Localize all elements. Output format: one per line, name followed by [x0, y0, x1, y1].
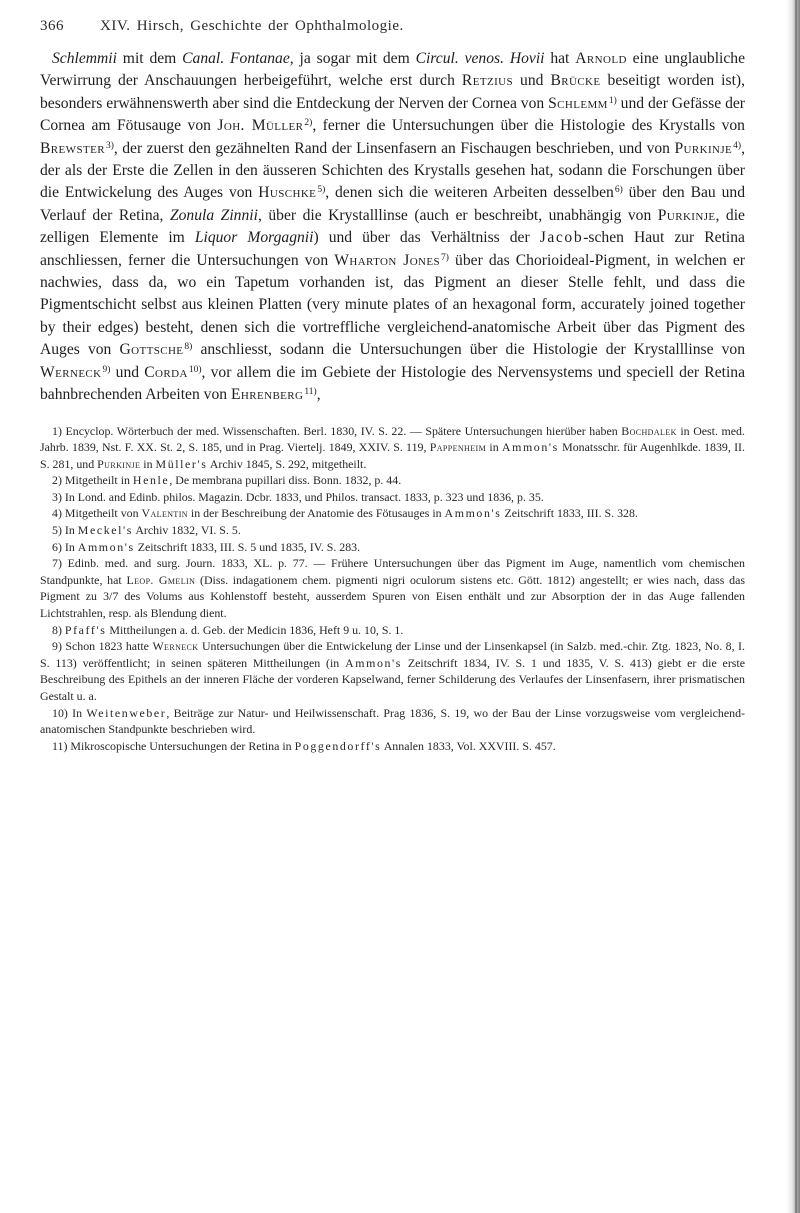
body-text: und: [513, 72, 551, 90]
footnote: [40, 489, 745, 506]
footnote-spaced: Ammon's: [77, 539, 135, 554]
body-text: eine unglaubliche Verwirrung der Anschauungen herbeigeführt, welche erst durch: [40, 50, 745, 90]
footnote: [40, 472, 745, 489]
footnote-text: 5) In: [52, 523, 78, 538]
footnote-text: 11) Mikroscopische Untersuchungen der Retina in: [52, 738, 295, 753]
footnote-text: , De membrana pupillari diss. Bonn. 1832, p. 44.: [169, 473, 402, 488]
footnote-name: Leop. Gmelin: [126, 572, 196, 587]
footnote-text: Zeitschrift 1834, IV. S. 1 und 1835, V. S. 413) giebt er die erste Beschreibung des Epithels an der inneren Fläche der vorderen Kapselwand, ferner Schilderung des Verlaufes der Linsenfasern, ihrer prismatischen Gestalt u. a.: [40, 655, 745, 703]
footnote-text: in der Beschreibung der Anatomie des Fötusauges in: [187, 506, 445, 521]
body-text: , ja sogar mit dem: [289, 50, 416, 67]
body-name: Ehrenberg: [230, 386, 304, 404]
body-text: ) und über das Verhältniss der: [313, 229, 540, 247]
body-name: Huschke: [258, 184, 317, 202]
body-text: , der als der Erste die Zellen in den äusseren Schichten des Krystalls gesehen hat, sodann die Forschungen über die Entwickelung des Auges von: [40, 139, 745, 202]
body-text: , über die Krystalllinse (auch er beschreibt, unabhängig von: [257, 206, 658, 224]
footnote-spaced: Pfaff's: [64, 622, 107, 637]
footnote-marker: 3): [105, 140, 114, 151]
footnote-text: Zeitschrift 1833, III. S. 5 und 1835, IV. S. 283.: [134, 539, 361, 554]
body-text: , ferner die Untersuchungen über die Histologie des Krystalls von: [312, 117, 745, 135]
footnote-name: Bochdalek: [621, 423, 677, 438]
footnote-text: 4) Mitgetheilt von: [52, 506, 142, 521]
footnote-name: Valentin: [141, 506, 188, 521]
footnote-name: Werneck: [152, 639, 199, 654]
footnote-spaced: Ammon's: [501, 440, 559, 455]
body-name: Joh. Müller: [217, 117, 304, 135]
body-name: Werneck: [40, 363, 102, 381]
footnote: [40, 622, 745, 639]
footnote-text: in: [140, 456, 156, 471]
footnote-text: Mittheilungen a. d. Geb. der Medicin 1836, Heft 9 u. 10, S. 1.: [106, 622, 404, 637]
body-italic: Canal. Fontanae: [182, 50, 290, 67]
footnote-marker: 10): [188, 364, 202, 375]
body-text: über den Bau und Verlauf der Retina,: [40, 184, 745, 224]
footnote-spaced: Ammon's: [345, 655, 403, 670]
body-text: , denen sich die weiteren Arbeiten desselben: [325, 184, 614, 202]
footnote-text: 9) Schon 1823 hatte: [52, 639, 153, 654]
body-text: über das Chorioideal-Pigment, in welchen er nachwies, dass da, wo ein Tapetum vorhanden ist, das Pigment an dieser Stelle fehlt, und dass die Pigmentschicht selbst aus kleinen Platten (very minute plates of an hexagonal form, accurately joined together by their edges) besteht, denen sich die vortreffliche vergleichend-anatomische Arbeit über das Pigment des Auges von: [40, 251, 745, 359]
footnote-spaced: Meckel's: [77, 523, 133, 538]
page-edge-shadow: [786, 0, 800, 1213]
footnote-text: Annalen 1833, Vol. XXVIII. S. 457.: [381, 738, 556, 753]
body-text: beseitigt worden ist), besonders erwähnenswerth aber sind die Entdeckung der Nerven der Cornea von: [40, 72, 746, 112]
footnote-marker: 11): [304, 387, 317, 398]
footnote-text: 2) Mitgetheilt in: [52, 473, 133, 488]
footnote-text: 3) In Lond. and Edinb. philos. Magazin. Dcbr. 1833, und Philos. transact. 1833, p. 323 und 1836, p. 35.: [52, 489, 544, 504]
footnote-text: 6) In: [52, 539, 78, 554]
footnote-text: in: [486, 440, 502, 455]
footnote-marker: 9): [102, 364, 111, 375]
body-italic: Circul. venos. Hovii: [415, 50, 545, 67]
footnotes: [40, 423, 745, 755]
running-header: [40, 8, 745, 48]
footnote-text: , Beiträge zur Natur- und Heilwissenschaft. Prag 1836, S. 19, wo der Bau der Linse vorzugsweise vom vergleichend-anatomischen Standpunkte beschrieben wird.: [40, 705, 746, 737]
body-text: ,: [316, 386, 321, 404]
body-italic: Liquor Morgagnii: [194, 229, 314, 247]
page-number: 366: [40, 18, 64, 34]
footnote: [40, 423, 745, 473]
footnote-marker: 1): [608, 95, 617, 106]
body-text: und: [110, 363, 145, 381]
body-text: hat: [544, 50, 576, 67]
running-title: XIV. Hirsch, Geschichte der Ophthalmologie.: [100, 18, 404, 34]
body-text: und der Gefässe der Cornea am Fötusauge von: [40, 94, 745, 135]
footnote-spaced: Ammon's: [444, 506, 502, 521]
footnote-text: (Diss. indagationem chem. pigmenti nigri oculorum sistens etc. Gött. 1812) angestellt; er wies nach, dass das Pigment zu 3/7 des Volums aus Kohlenstoff besteht, ausserdem Spuren von Eisen enthält und zur Absorption der in das Auge fallenden Lichtstrahlen, resp. als Blendung dient.: [40, 572, 745, 621]
body-text: , der zuerst den gezähnelten Rand der Linsenfasern an Fischaugen beschrieben, und von: [113, 139, 675, 157]
page-edge-line: [795, 0, 797, 1213]
footnote-text: 1) Encyclop. Wörterbuch der med. Wissenschaften. Berl. 1830, IV. S. 22. — Spätere Untersuchungen hierüber haben: [52, 423, 622, 438]
body-text: anschliesst, sodann die Untersuchungen über die Histologie der Krystalllinse von: [192, 341, 745, 359]
footnote-spaced: Henle: [132, 473, 170, 488]
body-name: Corda: [144, 363, 188, 381]
footnote: [40, 705, 745, 738]
body-name: Purkinje: [674, 139, 733, 157]
body-text: -schen Haut zur Retina anschliessen, ferner die Untersuchungen von: [40, 229, 745, 269]
footnote: [40, 555, 745, 621]
body-italic: Schlemmii: [52, 50, 117, 67]
body-paragraph: [40, 48, 745, 407]
main-text: [40, 48, 745, 407]
body-text: , vor allem die im Gebiete der Histologie des Nervensystems und speciell der Retina bahnbrechenden Arbeiten von: [40, 363, 745, 404]
body-name: Gottsche: [119, 341, 184, 359]
body-text: , die zelligen Elemente im: [40, 206, 745, 247]
footnote: [40, 539, 745, 556]
footnote-spaced: Poggendorff's: [294, 738, 382, 753]
footnote: [40, 738, 745, 755]
body-name: Schlemm: [548, 94, 608, 112]
footnote: [40, 522, 745, 539]
body-italic: Zonula Zinnii: [169, 206, 258, 224]
body-name: Retzius: [461, 72, 514, 90]
footnote-text: Archiv 1845, S. 292, mitgetheilt.: [207, 456, 367, 471]
footnote-name: Purkinje: [97, 456, 141, 471]
footnote-text: 10) In: [52, 705, 87, 720]
footnote-name: Pappenheim: [429, 440, 487, 455]
footnote-marker: 8): [184, 342, 193, 353]
book-page: [40, 8, 745, 1208]
body-spaced: Jacob: [539, 229, 584, 247]
footnote-spaced: Weitenweber: [86, 705, 167, 720]
body-name: Arnold: [575, 50, 627, 67]
body-name: Brücke: [550, 72, 601, 90]
footnote-marker: 2): [304, 118, 313, 129]
footnote-text: in Oest. med. Jahrb. 1839, Nst. F. XX. St. 2, S. 185, und in Prag. Viertelj. 1849, XXIV. S. 119,: [40, 423, 745, 455]
footnote: [40, 638, 745, 704]
footnote-text: 7) Edinb. med. and surg. Journ. 1833, XL. p. 77. — Frühere Untersuchungen über das Pigment im Auge, namentlich vom chemischen Standpunkte, hat: [40, 556, 745, 587]
footnote-text: Untersuchungen über die Entwickelung der Linse und der Linsenkapsel (in Salzb. med.-chir. Ztg. 1823, No. 8, I. S. 113) veröffentlicht; in seinen späteren Mittheilungen (in: [40, 639, 745, 670]
footnote-text: Monatsschr. für Augenhlkde. 1839, II. S. 281, und: [40, 440, 745, 471]
footnote-spaced: Müller's: [155, 456, 208, 471]
body-name: Purkinje: [657, 206, 716, 224]
body-name: Wharton Jones: [334, 251, 441, 269]
footnote-text: Zeitschrift 1833, III. S. 328.: [501, 506, 638, 521]
body-name: Brewster: [40, 139, 105, 157]
body-text: mit dem: [116, 50, 183, 67]
footnote-marker: 4): [733, 140, 742, 151]
footnote-text: Archiv 1832, VI. S. 5.: [133, 523, 241, 538]
footnote-marker: 6): [614, 185, 623, 196]
footnote-marker: 5): [317, 185, 326, 196]
footnote-marker: 7): [441, 252, 449, 263]
footnote: [40, 505, 745, 522]
footnote-text: 8): [52, 622, 65, 637]
